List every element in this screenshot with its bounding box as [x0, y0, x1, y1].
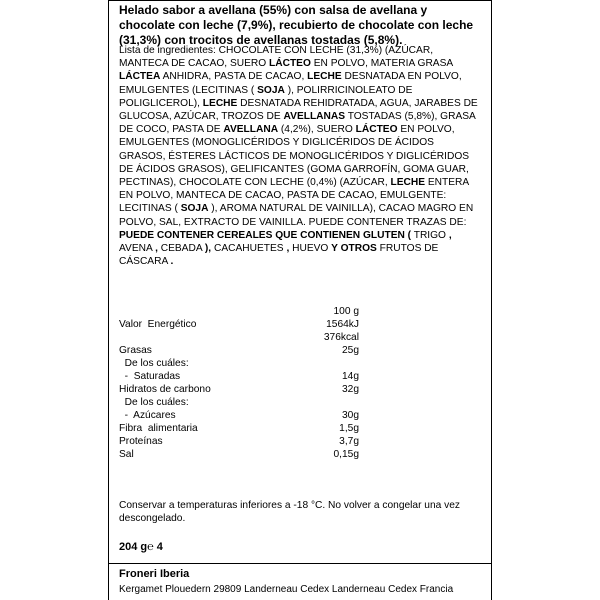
allergen-text: LÁCTEO — [355, 124, 398, 136]
nutrition-row — [119, 409, 359, 422]
ingredient-text: AVENA — [119, 243, 156, 255]
ingredient-text: TOSTADAS (5,8%), GRASA DE COCO, PASTA DE — [119, 111, 476, 136]
nutrition-row — [119, 331, 359, 344]
conservation-note: Conservar a temperaturas inferiores a -18 °C. No volver a congelar una vez descongelado. — [119, 500, 460, 524]
nutrient-name: - Saturadas — [119, 371, 181, 382]
ingredient-text: EN POLVO, MATERIA GRASA — [310, 58, 453, 70]
allergen-text: AVELLANA — [223, 124, 279, 136]
allergen-text: Y OTROS — [331, 243, 377, 255]
ingredient-text: CACAHUETES — [211, 243, 287, 255]
allergen-text: ), — [204, 243, 212, 255]
nutrition-row — [119, 344, 359, 357]
allergen-text: , — [155, 243, 158, 255]
ingredient-text: EN POLVO, EMULGENTES (MONOGLICÉRIDOS Y DIGLICÉRIDOS DE ÁCIDOS GRASOS, ÉSTERES LÁCTICOS DE MONOGLICÉRIDOS Y DIGLICÉRIDOS DE ÁCIDOS GRASOS), GELIFICANTES (GOMA GARROFÍN, GOMA GUAR, PECTINAS), CHOCOLATE CON LECHE (0,4%) (AZÚCAR, — [119, 124, 470, 189]
ingredient-text: FRUTOS DE CÁSCARA — [119, 243, 439, 268]
ingredient-text: Lista de ingredientes: CHOCOLATE CON LECHE (31,3%) (AZÚCAR, MANTECA DE CACAO, SUERO — [119, 45, 434, 70]
nutrient-value: 1564kJ — [326, 319, 359, 330]
allergen-text: SOJA — [180, 203, 209, 215]
nutrition-row — [119, 370, 359, 383]
ingredient-text: ANHIDRA, PASTA DE CACAO, — [160, 71, 308, 83]
allergen-text: AVELLANAS — [283, 111, 346, 123]
allergen-text: , — [286, 243, 290, 255]
ingredient-text: CEBADA — [157, 243, 205, 255]
ingredient-text: ), AROMA NATURAL DE VAINILLA), CACAO MAGRO EN POLVO, SAL, EXTRACTO DE VAINILLA. PUEDE CONTENER TRAZAS DE: — [119, 203, 474, 228]
footer-rule — [109, 563, 491, 564]
nutrient-name: Sal — [119, 449, 134, 460]
nutrient-name: Grasas — [119, 345, 152, 356]
ingredient-text: DESNATADA EN POLVO, EMULGENTES (LECITINAS ( — [119, 71, 462, 96]
ingredient-text: HUEVO — [289, 243, 332, 255]
ingredient-text: TRIGO — [411, 229, 449, 241]
ingredients-list — [119, 44, 479, 268]
allergen-text: LECHE — [202, 97, 238, 109]
ingredient-text: ENTERA EN POLVO, MANTECA DE CACAO, PASTA DE CACAO, EMULGENTE: LECITINAS ( — [119, 177, 469, 215]
allergen-text: PUEDE CONTENER CEREALES QUE CONTIENEN GLUTEN ( — [119, 229, 412, 241]
product-title: Helado sabor a avellana (55%) con salsa de avellana y chocolate con leche (7,9%), recubierto de chocolate con leche (31,3%) con trocitos de avellanas tostadas (5,8%). — [119, 3, 474, 47]
nutrient-value: 0,15g — [333, 449, 359, 460]
allergen-text: LECHE — [390, 177, 426, 189]
nutrient-name: De los cuáles: — [119, 358, 189, 369]
nutrient-name: Proteínas — [119, 436, 163, 447]
nutrition-row — [119, 448, 359, 461]
nutrient-name: - Azúcares — [119, 410, 176, 421]
ingredient-text: ), POLIRRICINOLEATO DE POLIGLICEROL), — [119, 84, 413, 109]
nutrition-row — [119, 435, 359, 448]
nutrient-name: Hidratos de carbono — [119, 384, 211, 395]
allergen-text: LÁCTEA — [119, 71, 161, 83]
company-address: Kergamet Plouedern 29809 Landerneau Cedex Landerneau Cedex Francia — [119, 584, 454, 595]
nutrition-row — [119, 396, 359, 409]
nutrient-value: 376kcal — [323, 332, 359, 343]
allergen-text: LECHE — [307, 71, 342, 83]
nutrient-name: Valor Energético — [119, 319, 197, 330]
nutrition-row — [119, 422, 359, 435]
company-name: Froneri Iberia — [119, 568, 190, 580]
nutrient-value: 30g — [342, 410, 359, 421]
net-weight: 204 g℮ 4 — [119, 541, 163, 553]
nutrient-value: 32g — [342, 384, 359, 395]
allergen-text: , — [448, 229, 452, 241]
nutrition-row — [119, 357, 359, 370]
nutrition-row — [119, 305, 359, 318]
nutrient-name: Fibra alimentaria — [119, 423, 198, 434]
nutrient-value: 25g — [342, 345, 359, 356]
ingredient-text: (4,2%), SUERO — [278, 124, 356, 136]
product-label — [108, 0, 492, 600]
allergen-text: LÁCTEO — [269, 58, 311, 70]
allergen-text: . — [170, 256, 174, 268]
nutrient-value: 1,5g — [339, 423, 359, 434]
nutrient-value: 14g — [342, 371, 359, 382]
nutrient-value: 100 g — [333, 306, 359, 317]
ingredient-text: DESNATADA REHIDRATADA, AGUA, JARABES DE GLUCOSA, AZÚCAR, TROZOS DE — [119, 97, 478, 123]
nutrient-value: 3,7g — [339, 436, 359, 447]
allergen-text: SOJA — [257, 84, 285, 96]
nutrition-row — [119, 383, 359, 396]
top-rule — [109, 0, 491, 1]
nutrition-row — [119, 318, 359, 331]
nutrient-name: De los cuáles: — [119, 397, 189, 408]
